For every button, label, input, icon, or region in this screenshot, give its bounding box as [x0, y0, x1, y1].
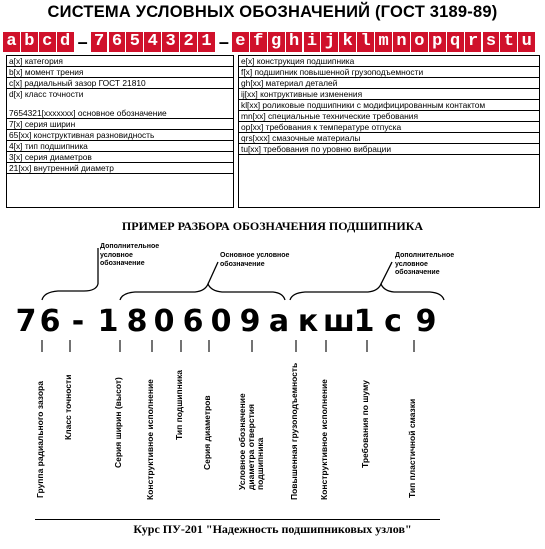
code-cell-f: f [250, 32, 268, 52]
note-additional-left: Дополнительное условное обозначение [100, 243, 160, 267]
code-cell-q: q [447, 32, 465, 52]
legend-left-row: c[x] радиальный зазор ГОСТ 21810 [7, 78, 233, 89]
legend-right-row: kl[xx] роликовые подшипники с модифицированным контактом [239, 100, 539, 111]
code-char: 7 [15, 304, 37, 339]
code-cell-g: g [268, 32, 286, 52]
page-title: СИСТЕМА УСЛОВНЫХ ОБОЗНАЧЕНИЙ (ГОСТ 3189-89) [47, 3, 498, 21]
code-cell-s: s [483, 32, 501, 52]
designation-label: Тип подшипника [174, 370, 184, 440]
legend-left-row: 65[xx] конструктивная разновидность [7, 130, 233, 141]
legend-left-row: 4[x] тип подшипника [7, 141, 233, 152]
code-cell-7: 7 [91, 32, 109, 52]
designation-label: Тип пластичной смазки [407, 398, 417, 498]
code-cell-b: b [21, 32, 39, 52]
designation-label: Конструктивное исполнение [145, 379, 155, 500]
code-char: 9 [239, 304, 261, 339]
legend-right-row: e[x] конструкция подшипника [239, 56, 539, 67]
code-cell-r: r [465, 32, 483, 52]
code-char: 6 [182, 304, 204, 339]
note-main: Основное условное обозначение [220, 252, 290, 268]
designation-label: Требования по шуму [360, 380, 370, 468]
code-separator: – [218, 32, 229, 52]
designation-label: Класс точности [63, 374, 73, 440]
code-cell-c: c [39, 32, 57, 52]
code-cell-5: 5 [126, 32, 144, 52]
legend-left-row: b[x] момент трения [7, 67, 233, 78]
legend-right-row: op[xx] требования к температуре отпуска [239, 122, 539, 133]
code-char: 6 [39, 304, 61, 339]
code-char: 8 [126, 304, 148, 339]
designation-label: Конструктивное исполнение [319, 379, 329, 500]
legend-left-row: 21[xx] внутренний диаметр [7, 163, 233, 174]
code-char: с [384, 304, 402, 339]
code-cell-k: k [339, 32, 357, 52]
legend-right-row: qrs[xxx] смазочные материалы [239, 133, 539, 144]
code-char: 1 [97, 304, 119, 339]
code-char: 1 [353, 304, 375, 339]
designation-label: Повышенная грузоподъемность [289, 362, 299, 500]
legend-left-row: 3[x] серия диаметров [7, 152, 233, 163]
code-cell-2: 2 [180, 32, 198, 52]
code-char: - [71, 304, 85, 339]
legend-left-row: d[x] класс точности [9, 89, 84, 99]
code-cell-i: i [304, 32, 322, 52]
code-cell-6: 6 [109, 32, 127, 52]
legend-left-row: 7[x] серия ширин [7, 119, 233, 130]
code-char: а [268, 304, 290, 339]
code-cell-4: 4 [144, 32, 162, 52]
legend-left-row: 7654321[xxxxxxx] основное обозначение [7, 108, 233, 119]
code-cell-h: h [286, 32, 304, 52]
code-char: к [297, 304, 319, 339]
code-char: 0 [153, 304, 175, 339]
legend-right-row: ij[xx] контруктивные изменения [239, 89, 539, 100]
code-cell-t: t [500, 32, 518, 52]
code-cell-e: e [232, 32, 250, 52]
designation-label: Условное обозначение диаметра отверстия подшипника [237, 393, 265, 490]
code-cell-j: j [321, 32, 339, 52]
designation-label: Серия диаметров [202, 395, 212, 470]
code-cell-d: d [57, 32, 75, 52]
code-cell-l: l [357, 32, 375, 52]
footer-course: Курс ПУ-201 "Надежность подшипниковых узлов" [133, 522, 412, 536]
legend-right-row: mn[xx] специальные технические требования [239, 111, 539, 122]
footer-divider [35, 519, 440, 520]
legend-left-row: a[x] категория [7, 56, 233, 67]
designation-label: Серия ширин (высот) [113, 377, 123, 468]
code-cell-m: m [375, 32, 393, 52]
code-cell-u: u [518, 32, 536, 52]
code-char: 9 [415, 304, 437, 339]
example-title: ПРИМЕР РАЗБОРА ОБОЗНАЧЕНИЯ ПОДШИПНИКА [121, 219, 424, 233]
legend-right-row: f[x] подшипник повышенной грузоподъемности [239, 67, 539, 78]
code-cell-a: a [3, 32, 21, 52]
note-additional-right: Дополнительное условное обозначение [395, 252, 455, 276]
code-char: ш [323, 304, 355, 339]
designation-label: Группа радиального зазора [35, 381, 45, 498]
code-cell-p: p [429, 32, 447, 52]
code-cell-3: 3 [162, 32, 180, 52]
legend-right-row: tu[xx] требования по уровню вибрации [239, 144, 539, 155]
code-cell-n: n [393, 32, 411, 52]
code-cell-1: 1 [198, 32, 216, 52]
code-char: 0 [210, 304, 232, 339]
code-cell-o: o [411, 32, 429, 52]
legend-right-row: gh[xx] материал деталей [239, 78, 539, 89]
code-separator: – [77, 32, 88, 52]
